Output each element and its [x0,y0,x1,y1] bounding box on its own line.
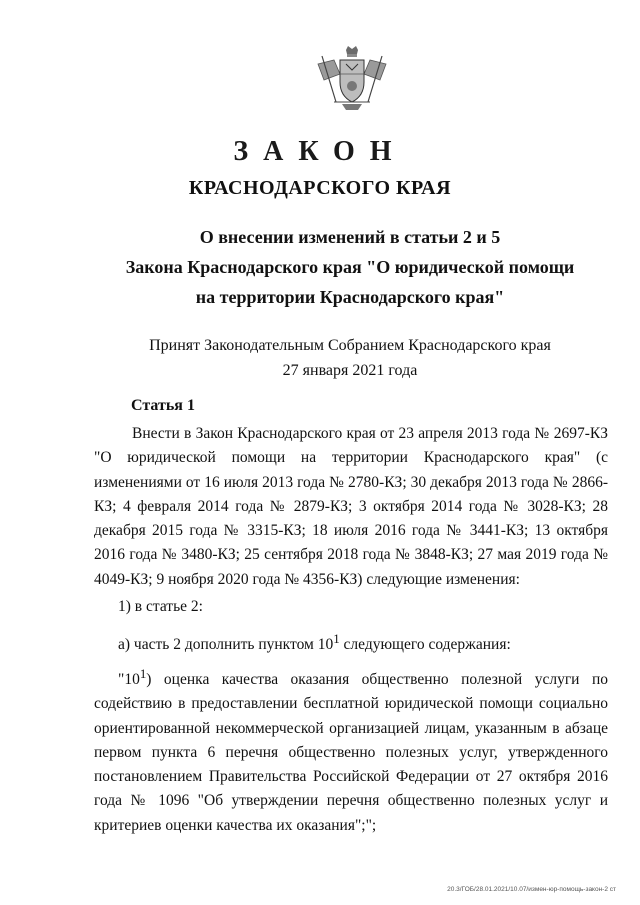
article-heading: Статья 1 [131,397,195,414]
quote-superscript: 1 [139,665,147,681]
document-footer-code: 20.3/ГОБ/28.01.2021/10.07/измен-юр-помощь-закон-2 ст [447,886,616,893]
quote-prefix: "10 [118,670,140,688]
quoted-point-text [94,662,608,838]
article-body [94,422,608,838]
subitem-a-superscript: 1 [333,631,340,647]
adoption-date: 27 января 2021 года [282,362,418,379]
subitem-a-prefix: а) часть 2 дополнить пунктом 10 [118,636,334,654]
article-intro-paragraph: Внести в Закон Краснодарского края от 23 апреля 2013 года № 2697-КЗ "О юридической помощи на территории Краснодарского края" (с изменениями от 16 июля 2013 года № 2780-КЗ; 30 декабря 2013 года № 2866-КЗ; 4 февраля 2014 года № 2879-КЗ; 3 октября 2014 года № 3028-КЗ; 28 декабря 2015 года № 3315-КЗ; 18 июля 2016 года № 3441-КЗ; 13 октября 2016 года № 3480-КЗ; 25 сентября 2018 года № 3848-КЗ; 27 мая 2019 года № 4049-КЗ; 9 ноября 2020 года № 4356-КЗ) следующие изменения: [94,425,608,588]
region-title: КРАСНОДАРСКОГО КРАЯ [188,177,452,199]
quote-body: ) оценка качества оказания общественно полезной услуги по содействию в предоставлении бесплатной юридической помощи социально ориентированной некоммерческой организацией лицам, указанным в абзаце первом пункта 6 перечня общественно полезных услуг, утвержденного постановлением Правительства Российской Федерации от 27 октября 2016 года № 1096 "Об утверждении перечня общественно полезных услуг и критериев оценки качества их оказания";"; [94,670,608,834]
amendment-subitem-a [94,627,608,657]
subitem-a-suffix: следующего содержания: [339,636,511,654]
coat-of-arms-icon [312,44,392,112]
subtitle-line-3: на территории Краснодарского края" [195,287,505,307]
adoption-statement: Принят Законодательным Собранием Краснодарского края [149,337,551,354]
subtitle-line-1: О внесении изменений в статьи 2 и 5 [199,227,501,247]
law-title: ЗАКОН [233,136,407,167]
amendment-item-1: 1) в статье 2: [118,598,203,616]
subtitle-line-2: Закона Краснодарского края "О юридической помощи [125,257,575,277]
